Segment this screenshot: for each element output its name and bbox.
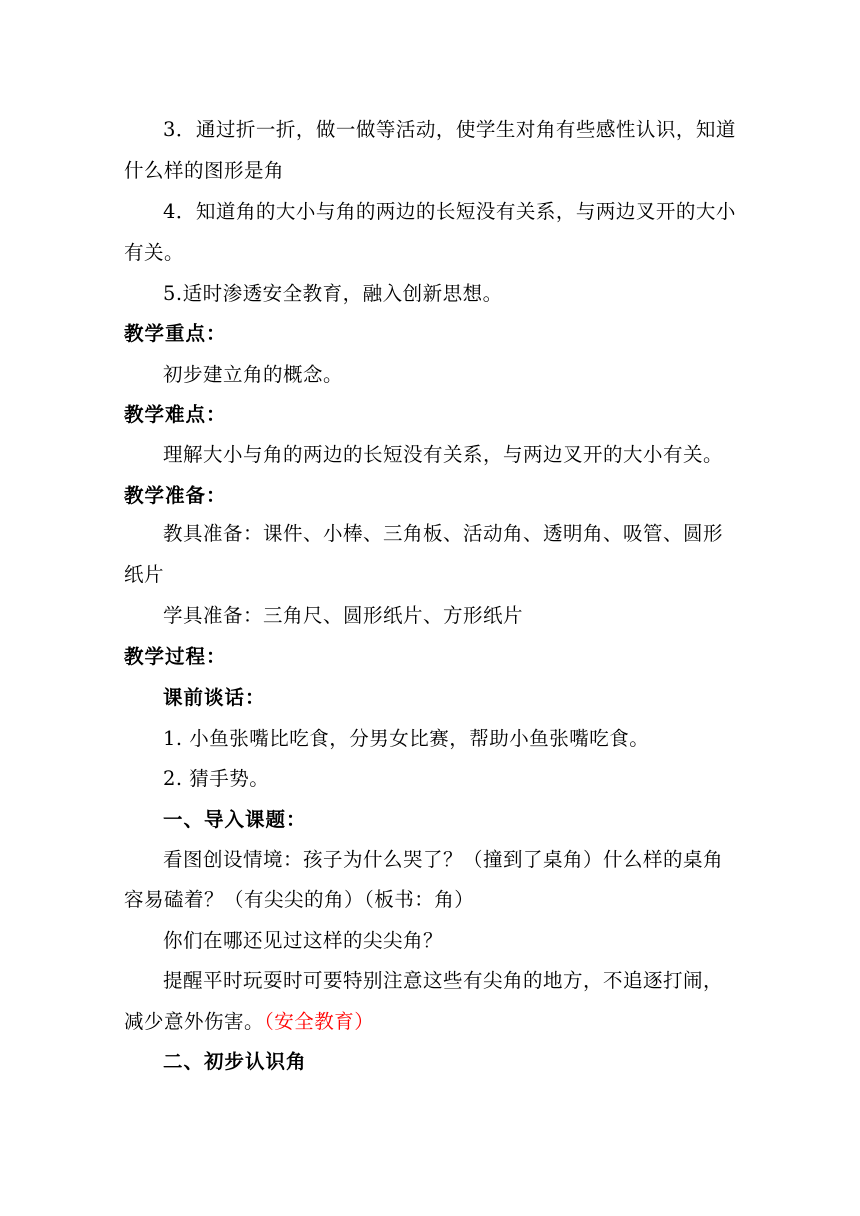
key-point-heading: 教学重点： xyxy=(124,322,227,345)
section-2-heading: 二、初步认识角 xyxy=(163,1050,307,1073)
section-1-p3-line-1: 提醒平时玩耍时可要特别注意这些有尖角的地方，不追逐打闹， xyxy=(163,969,724,992)
process-heading: 教学过程： xyxy=(124,645,227,668)
section-1-p2: 你们在哪还见过这样的尖尖角？ xyxy=(163,929,444,952)
section-1-p1-line-1: 看图创设情境：孩子为什么哭了？（撞到了桌角）什么样的桌角 xyxy=(163,848,724,871)
difficulty-heading: 教学难点： xyxy=(124,403,227,426)
objective-4-line-2: 有关。 xyxy=(124,241,185,264)
pre-class-item-2: 2. 猜手势。 xyxy=(163,767,270,790)
student-prep: 学具准备：三角尺、圆形纸片、方形纸片 xyxy=(163,604,524,627)
pre-class-item-1: 1. 小鱼张嘴比吃食，分男女比赛，帮助小鱼张嘴吃食。 xyxy=(163,727,650,750)
pre-class-heading: 课前谈话： xyxy=(163,686,266,709)
objective-3-line-1: 3．通过折一折，做一做等活动，使学生对角有些感性认识，知道 xyxy=(163,118,736,141)
objective-5: 5.适时渗透安全教育，融入创新思想。 xyxy=(163,282,503,305)
section-1-p3-text: 减少意外伤害。 xyxy=(124,1010,265,1033)
objective-4-line-1: 4．知道角的大小与角的两边的长短没有关系，与两边叉开的大小 xyxy=(163,200,736,223)
section-1-heading: 一、导入课题： xyxy=(163,808,307,831)
section-1-p1-line-2: 容易磕着？（有尖尖的角）（板书：角） xyxy=(124,888,475,911)
key-point-text: 初步建立角的概念。 xyxy=(163,363,344,386)
preparation-heading: 教学准备： xyxy=(124,484,227,507)
teacher-prep-line-1: 教具准备：课件、小棒、三角板、活动角、透明角、吸管、圆形 xyxy=(163,522,724,545)
objective-3-line-2: 什么样的图形是角 xyxy=(124,159,285,182)
teacher-prep-line-2: 纸片 xyxy=(124,563,165,586)
safety-education-note: （安全教育） xyxy=(264,1010,375,1033)
section-1-p3-line-2 xyxy=(124,1008,744,1036)
difficulty-text: 理解大小与角的两边的长短没有关系，与两边叉开的大小有关。 xyxy=(163,443,724,466)
